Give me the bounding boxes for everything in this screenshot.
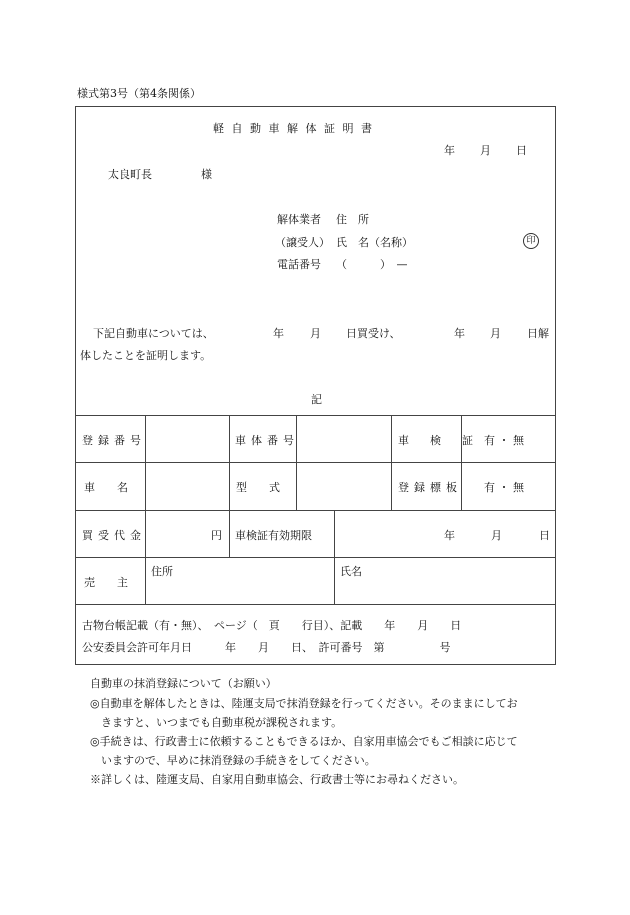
dismantle-year: 年 — [454, 327, 465, 340]
form-number: 様式第3号（第4条関係） — [77, 87, 201, 100]
inspection-cert-yes-no: 有 ・ 無 — [484, 434, 524, 447]
car-name-label: 車 名 — [84, 481, 128, 494]
registration-number-label: 登録番号 — [82, 434, 146, 447]
dismantler-phone-label: 電話番号 — [277, 258, 321, 271]
dismantle-month: 月 — [490, 327, 501, 340]
certificate-frame — [75, 106, 556, 665]
table-line — [75, 604, 555, 605]
dismantle-day: 日解 — [527, 327, 549, 340]
seller-address-label: 住所 — [151, 565, 173, 578]
dismantler-address-label: 住 所 — [336, 213, 369, 226]
statement-prefix: 下記自動車については、 — [93, 327, 214, 340]
addressee-name: 太良町長 — [108, 168, 152, 181]
title: 軽 自 動 車 解 体 証 明 書 — [213, 122, 374, 135]
seller-name-label: 氏名 — [340, 565, 362, 578]
table-line — [229, 415, 230, 557]
seller-label: 売 主 — [84, 576, 128, 589]
note-item1-line2: きますと、いつまでも自動車税が課税されます。 — [101, 716, 343, 729]
table-line — [391, 415, 392, 510]
inspection-cert-label: 車 検 証 — [398, 434, 478, 447]
expiry-year: 年 — [444, 529, 455, 542]
note-item2-line1: ◎手続きは、行政書士に依頼することもできるほか、自家用車協会でもご相談に応じて — [90, 735, 518, 748]
inspection-expiry-label: 車検証有効期限 — [235, 529, 312, 542]
plate-yes-no: 有 ・ 無 — [484, 481, 524, 494]
table-line — [461, 415, 462, 510]
plate-label: 登録標板 — [398, 481, 462, 494]
table-line — [75, 415, 555, 416]
purchase-price-label: 買受代金 — [82, 529, 146, 542]
yen-unit: 円 — [211, 529, 222, 542]
note-item3: ※詳しくは、陸運支局、自家用自動車協会、行政書士等にお尋ねください。 — [90, 773, 464, 786]
notes-heading: 自動車の抹消登録について（お願い） — [90, 677, 277, 690]
table-line — [75, 510, 555, 511]
ledger-line2: 公安委員会許可年月日 年 月 日、 許可番号 第 号 — [82, 641, 451, 654]
table-line — [334, 510, 335, 604]
date-month: 月 — [480, 144, 491, 157]
dismantler-subject-label: （譲受人） — [275, 236, 330, 249]
dismantler-name-label: 氏 名（名称） — [336, 236, 413, 249]
date-year: 年 — [444, 144, 455, 157]
ledger-line1: 古物台帳記載（有・無）、 ページ（ 頁 行目）、記載 年 月 日 — [82, 619, 462, 632]
model-label: 型 式 — [236, 481, 280, 494]
expiry-month: 月 — [491, 529, 502, 542]
dismantler-phone-format: （ ） — — [336, 258, 408, 271]
date-day: 日 — [516, 144, 527, 157]
expiry-day: 日 — [539, 529, 550, 542]
dismantler-label: 解体業者 — [277, 213, 321, 226]
purchase-month: 月 — [310, 327, 321, 340]
table-line — [75, 557, 555, 558]
seal-mark: 印 — [523, 233, 539, 249]
note-item2-line2: いますので、早めに抹消登録の手続きをしてください。 — [101, 754, 376, 767]
purchase-year: 年 — [273, 327, 284, 340]
note-item1-line1: ◎自動車を解体したときは、陸運支局で抹消登録を行ってください。そのままにしてお — [90, 697, 518, 710]
purchase-day: 日買受け、 — [346, 327, 401, 340]
table-line — [75, 462, 555, 463]
table-line — [296, 415, 297, 510]
addressee-honorific: 様 — [201, 168, 212, 181]
ki-label: 記 — [311, 393, 322, 406]
statement-line2: 体したことを証明します。 — [80, 349, 212, 362]
chassis-number-label: 車体番号 — [235, 434, 299, 447]
